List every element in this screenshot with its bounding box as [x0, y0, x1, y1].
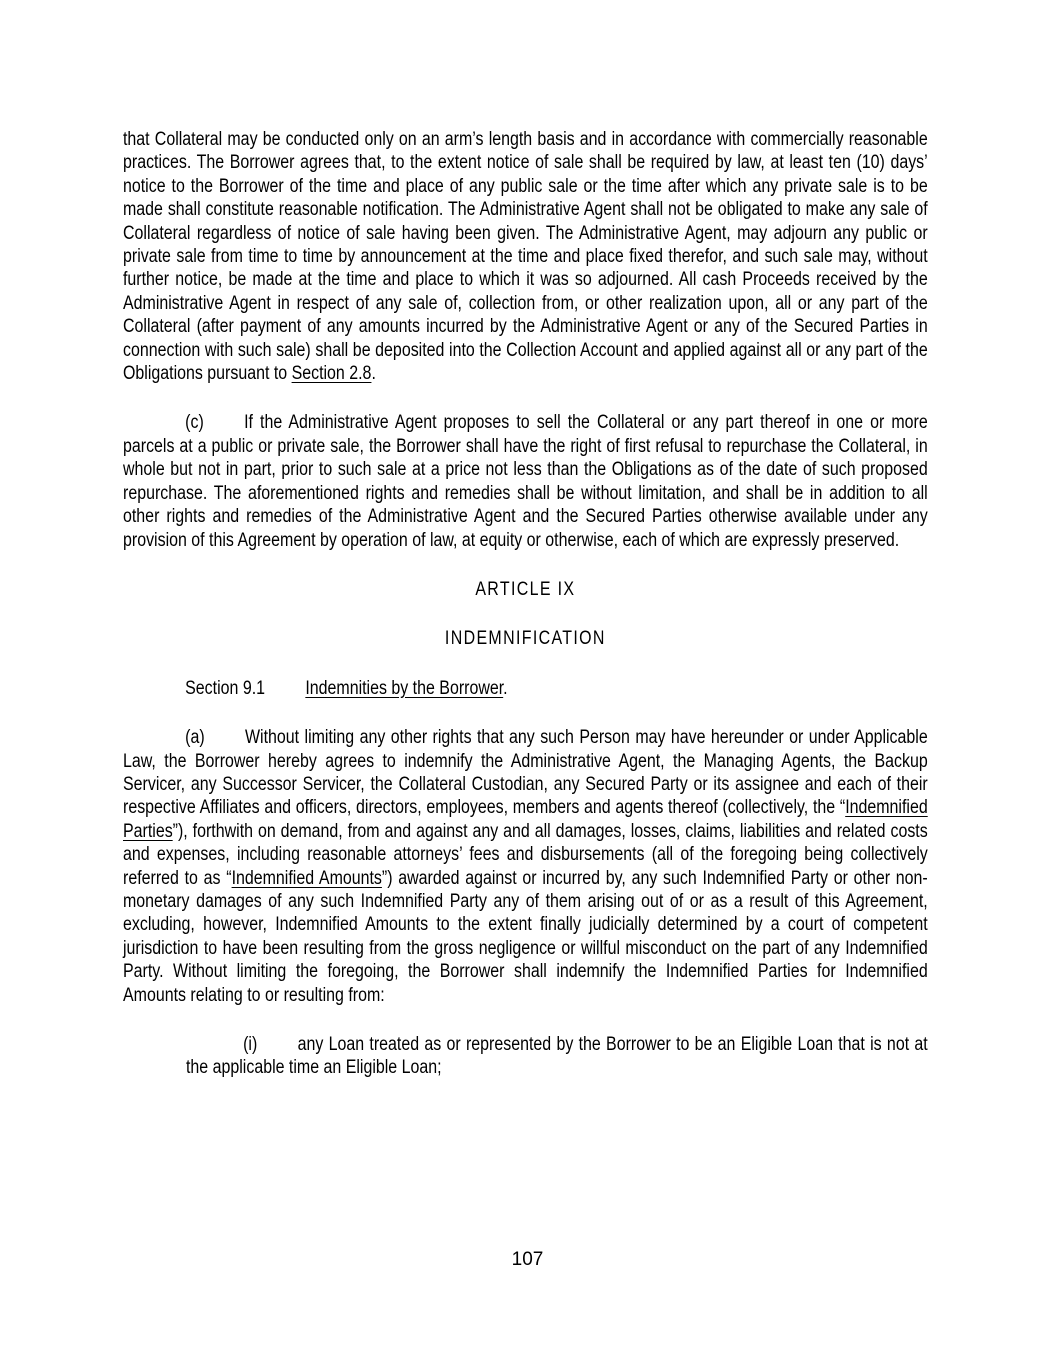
- text-run: ”) awarded against or incurred by, any such Indemnified Party or other non-monetary damages of any such Indemnified Party any of them arising out of or as a result of this Agreement, excluding, however, Indemnified Amounts to the extent finally judicially determined by a court of competent jurisdiction to have been resulting from the gross negligence or willful misconduct on the part of any Indemnified Party. Without limiting the foregoing, the Borrower shall indemnify the Indemnified Parties for Indemnified Amounts relating to or resulting from:: [123, 867, 928, 1006]
- underlined-term: Indemnified Parties: [123, 797, 928, 842]
- text-run: (i): [243, 1034, 258, 1055]
- document-body: [123, 128, 928, 1106]
- paragraph-c-right-of-first-refusal: [123, 411, 928, 551]
- paragraph-a-indemnities: [123, 726, 928, 1007]
- underlined-term: Indemnities by the Borrower: [305, 677, 504, 699]
- text-run: If the Administrative Agent proposes to sell the Collateral or any part thereof in one or more parcels at a public or private sale, the Borrower shall have the right of first refusal to repurchase the Collateral, in whole but not in part, prior to such sale at a price not less than the Obligations as of the date of such proposed repurchase. The aforementioned rights and remedies shall be without limitation, and shall be in addition to all other rights and remedies of the Administrative Agent and the Secured Parties otherwise available under any provision of this Agreement by operation of law, at equity or otherwise, each of which are expressly preserved.: [123, 412, 928, 551]
- text-run: that Collateral may be conducted only on an arm’s length basis and in accordance with commercially reasonable practices. The Borrower agrees that, to the extent notice of sale shall be required by law, at least ten (10) days’ notice to the Borrower of the time and place of any public sale or the time after which any private sale is to be made shall constitute reasonable notification. The Administrative Agent shall not be obligated to make any sale of Collateral regardless of notice of sale having been given. The Administrative Agent, may adjourn any public or private sale from time to time by announcement at the time and place fixed therefor, and such sale may, without further notice, be made at the time and place to which it was so adjourned. All cash Proceeds received by the Administrative Agent in respect of any sale of, collection from, or other realization upon, all or any part of the Collateral (after payment of any amounts incurred by the Administrative Agent or any of the Secured Parties in connection with such sale) shall be deposited into the Collection Account and applied against all or any part of the Obligations pursuant to: [123, 129, 928, 385]
- page-number: 107: [511, 1249, 544, 1270]
- paragraph-collateral-sale-continuation: [123, 128, 928, 385]
- article-ix-heading: [123, 578, 928, 601]
- underlined-term: Indemnified Amounts: [231, 867, 382, 889]
- text-run: Section 9.1: [185, 677, 266, 699]
- text-run: (c): [185, 412, 204, 434]
- text-run: ”), forthwith on demand, from and against any and all damages, losses, claims, liabilities and related costs and expenses, including reasonable attorneys’ fees and disbursements (all of the foregoing being collectively referred to as “: [123, 820, 928, 889]
- text-run: any Loan treated as or represented by the Borrower to be an Eligible Loan that is not at the applicable time an Eligible Loan;: [186, 1034, 928, 1079]
- clause-i-eligible-loan: [186, 1033, 928, 1080]
- text-run: INDEMNIFICATION: [444, 628, 606, 650]
- underlined-term: Section 2.8: [291, 363, 372, 385]
- text-run: ARTICLE IX: [475, 578, 576, 600]
- indemnification-heading: [123, 627, 928, 650]
- text-run: .: [503, 677, 508, 699]
- section-9-1-heading: [123, 677, 928, 700]
- text-run: (a): [185, 727, 205, 749]
- text-run: Without limiting any other rights that any such Person may have hereunder or under Applicable Law, the Borrower hereby agrees to indemnify the Administrative Agent, the Managing Agents, the Backup Servicer, any Successor Servicer, the Collateral Custodian, any Secured Party or its assignee and each of their respective Affiliates and officers, directors, employees, members and agents thereof (collectively, the “: [123, 727, 928, 819]
- text-run: .: [371, 363, 376, 385]
